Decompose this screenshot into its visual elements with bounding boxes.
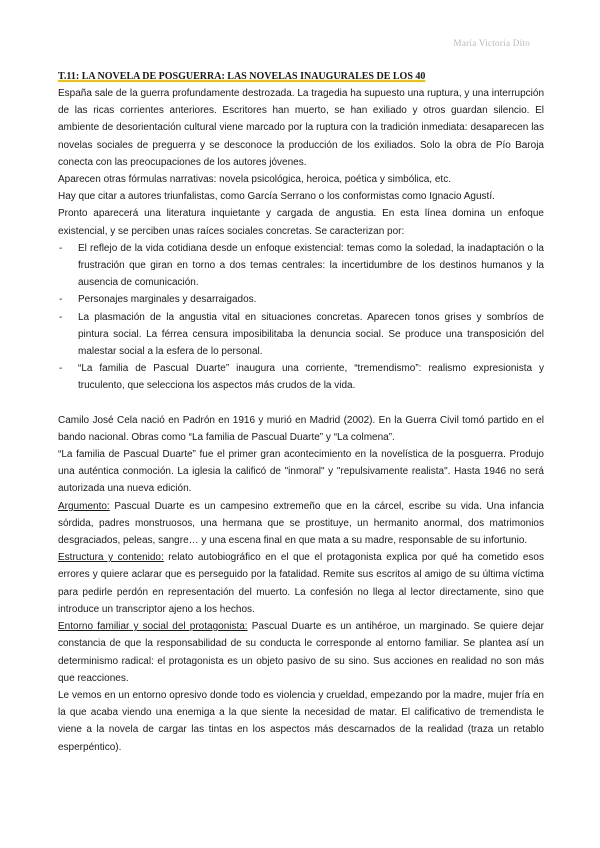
intro-paragraph: Aparecen otras fórmulas narrativas: novela psicológica, heroica, poética y simbólica, etc. (58, 174, 451, 186)
intro-paragraph: Hay que citar a autores triunfalistas, como García Serrano o los conformistas como Ignacio Agustí. (58, 191, 495, 203)
feature-item: - “La familia de Pascual Duarte” inaugura una corriente, “tremendismo”: realismo expresionista y truculento, que selecciona los aspectos más crudos de la vida. (58, 360, 544, 394)
feature-item: - La plasmación de la angustia vital en situaciones concretas. Aparecen tonos grises y sombríos de pintura social. La férrea censura imposibilitaba la denuncia social. Se produce una transposición del malestar social a la esfera de lo personal. (58, 309, 544, 361)
section-text: Pascual Duarte es un campesino extremeño que en la cárcel, escribe su vida. Una infancia sórdida, padres monstruosos, una hermana que se prostituye, un hermanito anormal, dos matrimonios desgraciados, peleas, sangre… y una escena final en que mata a su madre, responsable de su infortunio. (58, 500, 544, 547)
section-argumento (58, 498, 544, 550)
cela-paragraph: “La familia de Pascual Duarte” fue el primer gran acontecimiento en la novelística de la posguerra. Produjo una auténtica conmoción. La iglesia la calificó de "inmoral" y "repulsivamente realista". Hasta 1946 no será autorizada una nueva edición. (58, 449, 544, 495)
section-entorno (58, 618, 544, 687)
section-text: relato autobiográfico en el que el protagonista explica por qué ha cometido esos errores y quiere aclarar que es perseguido por la fatalidad. Remite sus escritos al amigo de su última víctima para pedirle perdón en representación del muerto. La confesión no llega al lector directamente, sino que introduce un transcriptor ajeno a los hechos. (58, 552, 544, 615)
section-estructura (58, 549, 544, 618)
closing-paragraph: Le vemos en un entorno opresivo donde todo es violencia y crueldad, empezando por la madre, mujer fría en la que acaba viendo una enemiga a la que siente la necesidad de matar. El calificativo de tremendista le viene a la novela de cargar las tintas en los aspectos más descarnados de la realidad (traza un retablo esperpéntico). (58, 689, 544, 753)
section-label: Estructura y contenido: (58, 552, 164, 564)
cela-paragraph: Camilo José Cela nació en Padrón en 1916 y murió en Madrid (2002). En la Guerra Civil tomó partido en el bando nacional. Obras como “La familia de Pascual Duarte” y “La colmena”. (58, 414, 544, 443)
document-title: T.11: LA NOVELA DE POSGUERRA: LAS NOVELAS INAUGURALES DE LOS 40 (58, 71, 426, 82)
features-list (58, 240, 544, 395)
spacer (58, 395, 544, 412)
section-text: Pascual Duarte es un antihéroe, un marginado. Se quiere dejar constancia de que la responsabilidad de su conducta le corresponde al entorno familiar. Se plantea así un determinismo radical: el protagonista es un objeto pasivo de su sino. Sus acciones en realidad no son más que reacciones. (58, 621, 544, 684)
section-label: Entorno familiar y social del protagonista: (58, 621, 248, 633)
feature-item: - Personajes marginales y desarraigados. (58, 291, 544, 308)
section-label: Argumento: (58, 500, 110, 512)
feature-item: - El reflejo de la vida cotidiana desde un enfoque existencial: temas como la soledad, la inadaptación o la frustración que giran en torno a dos temas centrales: la incertidumbre de los destinos humanos y la ausencia de comunicación. (58, 240, 544, 292)
document-page (58, 71, 544, 756)
intro-paragraph: Pronto aparecerá una literatura inquietante y cargada de angustia. En esta línea domina un enfoque existencial, y se perciben unas raíces sociales concretas. Se caracterizan por: (58, 208, 544, 237)
intro-paragraph: España sale de la guerra profundamente destrozada. La tragedia ha supuesto una ruptura, y una interrupción de las ricas corrientes anteriores. Escritores han muerto, se han exiliado y otros guardan silencio. El ambiente de desorientación cultural viene marcado por la ruptura con la tradición inmediata: desaparecen las novelas sociales de preguerra y se desconoce la producción de los exiliados. Solo la obra de Pío Baroja conecta con las preocupaciones de los autores jóvenes. (58, 88, 544, 168)
author-name: María Victoria Dito (453, 38, 530, 48)
